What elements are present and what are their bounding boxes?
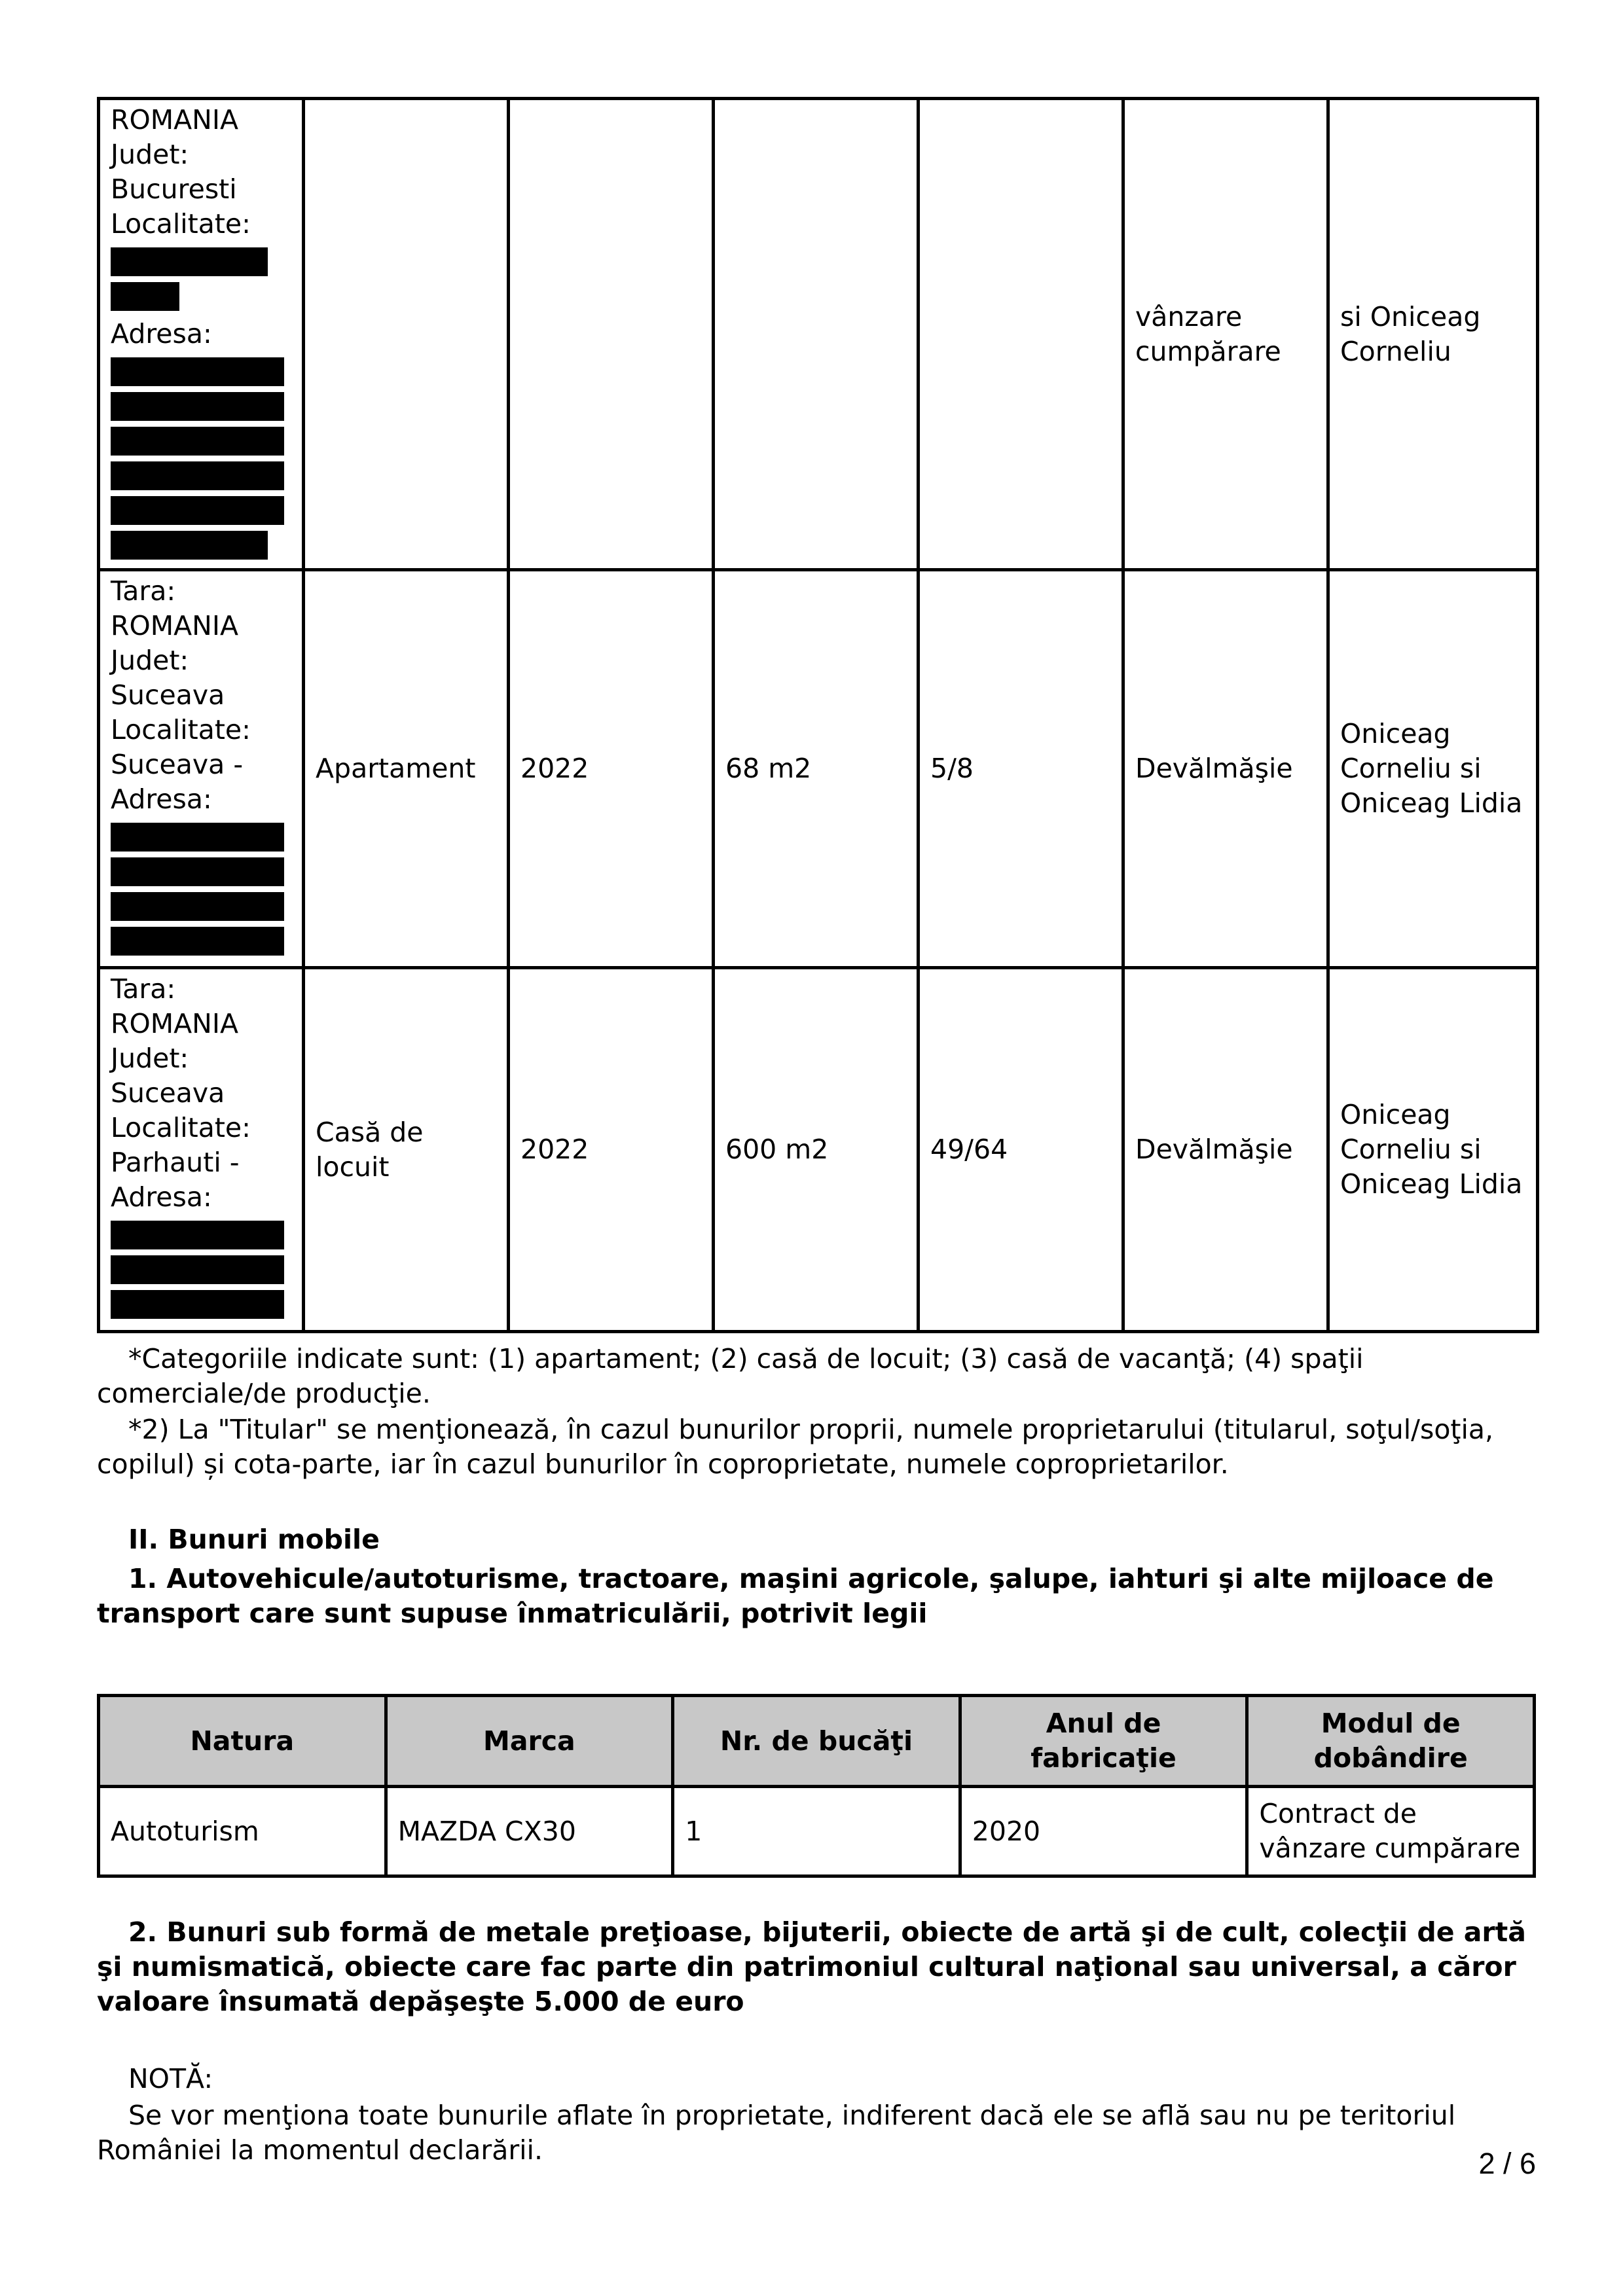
address-line: Bucuresti: [111, 173, 237, 205]
address-line: Tara:: [111, 973, 176, 1005]
redaction-bar: [111, 496, 284, 525]
redaction-bar: [111, 357, 284, 386]
redaction-bar: [111, 461, 284, 490]
redaction-bar: [111, 531, 268, 560]
redaction-bar: [111, 857, 284, 886]
redaction-bar: [111, 282, 179, 311]
acquisition-cell: Devălmăşie: [1123, 968, 1328, 1332]
address-cell: [99, 570, 304, 968]
address-line: Suceava: [111, 679, 225, 711]
redaction-bar: [111, 427, 284, 456]
address-line: ROMANIA: [111, 104, 238, 135]
footnote-categories: *Categoriile indicate sunt: (1) apartament; (2) casă de locuit; (3) casă de vacanţă; (4) spaţii comerciale/de producţie.: [97, 1343, 1364, 1409]
table-row: [99, 1787, 1535, 1876]
page-number: 2 / 6: [1478, 2147, 1536, 2180]
redaction-bar: [111, 1290, 284, 1319]
redaction-bar: [111, 1221, 284, 1249]
address-cell: [99, 968, 304, 1332]
address-label: Adresa:: [111, 1181, 212, 1213]
redaction-bar: [111, 247, 268, 276]
address-line: Judet:: [111, 645, 189, 676]
share-cell: 49/64: [919, 968, 1123, 1332]
address-line: Judet:: [111, 1043, 189, 1074]
redaction-bar: [111, 1255, 284, 1284]
table-cell: Autoturism: [99, 1787, 386, 1876]
redaction-bar: [111, 927, 284, 956]
share-cell: [919, 99, 1123, 570]
footnote-titular: *2) La "Titular" se menţionează, în cazul bunurilor proprii, numele proprietarului (titularul, soţul/soţia, copilul) și cota-parte, iar în cazul bunurilor în coproprietate, numele coproprietarilor.: [97, 1414, 1494, 1480]
area-cell: [714, 99, 919, 570]
area-cell: 600 m2: [714, 968, 919, 1332]
owner-cell: Oniceag Corneliu si Oniceag Lidia: [1328, 968, 1538, 1332]
table-row: [99, 99, 1538, 570]
owner-cell: si Oniceag Corneliu: [1328, 99, 1538, 570]
subsection-heading: 1. Autovehicule/autoturisme, tractoare, maşini agricole, şalupe, iahturi şi alte mijloace de transport care sunt supuse înmatriculării, potrivit legii: [97, 1563, 1494, 1629]
redaction-bar: [111, 392, 284, 421]
real-estate-table: [97, 97, 1539, 1333]
address-line: Parhauti -: [111, 1147, 240, 1178]
address-label: Adresa:: [111, 318, 212, 350]
table-cell: 2020: [960, 1787, 1247, 1876]
year-cell: 2022: [509, 570, 714, 968]
note-label: NOTĂ:: [128, 2063, 213, 2094]
table-cell: Contract de vânzare cumpărare: [1247, 1787, 1535, 1876]
address-line: Localitate:: [111, 208, 251, 240]
share-cell: 5/8: [919, 570, 1123, 968]
acquisition-cell: vânzare cumpărare: [1123, 99, 1328, 570]
area-cell: 68 m2: [714, 570, 919, 968]
category-cell: Casă de locuit: [304, 968, 509, 1332]
address-line: ROMANIA: [111, 610, 238, 641]
address-line: Tara:: [111, 575, 176, 607]
redaction-bar: [111, 823, 284, 852]
year-cell: 2022: [509, 968, 714, 1332]
address-cell: [99, 99, 304, 570]
address-line: Judet:: [111, 139, 189, 170]
category-cell: Apartament: [304, 570, 509, 968]
column-header: Anul de fabricaţie: [960, 1696, 1247, 1787]
address-line: Localitate:: [111, 714, 251, 745]
category-cell: [304, 99, 509, 570]
section-heading: II. Bunuri mobile: [128, 1524, 380, 1555]
column-header: Modul de dobândire: [1247, 1696, 1535, 1787]
address-line: ROMANIA: [111, 1008, 238, 1039]
subsection-heading: 2. Bunuri sub formă de metale preţioase, bijuterii, obiecte de artă şi de cult, colecţii de artă şi numismatică, obiecte care fac parte din patrimoniul cultural naţional sau universal, a căror valoare însumată depăşeşte 5.000 de euro: [97, 1916, 1526, 2017]
address-line: Localitate:: [111, 1112, 251, 1143]
address-line: Suceava: [111, 1077, 225, 1109]
redaction-bar: [111, 892, 284, 921]
table-cell: MAZDA CX30: [386, 1787, 673, 1876]
column-header: Natura: [99, 1696, 386, 1787]
address-line: Suceava -: [111, 749, 244, 780]
table-header-row: [99, 1696, 1535, 1787]
column-header: Nr. de bucăţi: [673, 1696, 960, 1787]
address-label: Adresa:: [111, 783, 212, 815]
year-cell: [509, 99, 714, 570]
owner-cell: Oniceag Corneliu si Oniceag Lidia: [1328, 570, 1538, 968]
acquisition-cell: Devălmăşie: [1123, 570, 1328, 968]
table-row: [99, 968, 1538, 1332]
table-row: [99, 570, 1538, 968]
note-text: Se vor menţiona toate bunurile aflate în proprietate, indiferent dacă ele se află sau nu pe teritoriul României la momentul declarării.: [97, 2100, 1456, 2166]
vehicle-table: [97, 1694, 1536, 1878]
column-header: Marca: [386, 1696, 673, 1787]
table-cell: 1: [673, 1787, 960, 1876]
